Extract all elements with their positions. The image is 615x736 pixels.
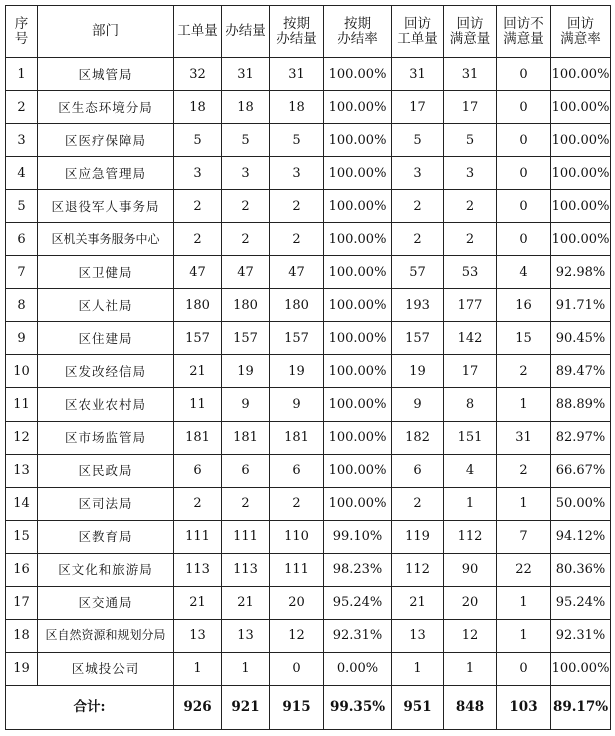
cell-rv-unsat: 1	[497, 619, 551, 652]
total-orders: 926	[174, 686, 222, 730]
cell-dept: 区医疗保障局	[38, 124, 174, 157]
cell-rv-rate: 100.00%	[551, 91, 611, 124]
cell-dept: 区文化和旅游局	[38, 553, 174, 586]
cell-ontime: 157	[270, 322, 324, 355]
cell-done: 180	[222, 289, 270, 322]
cell-rv-unsat: 31	[497, 421, 551, 454]
cell-rv-orders: 5	[392, 124, 444, 157]
table-row	[6, 454, 611, 487]
cell-dept: 区退役军人事务局	[38, 190, 174, 223]
total-ontime: 915	[270, 686, 324, 730]
header-rv-unsat-line1: 回访不	[503, 15, 544, 32]
cell-rv-rate: 90.45%	[551, 322, 611, 355]
cell-rv-rate: 94.12%	[551, 520, 611, 553]
cell-done: 47	[222, 256, 270, 289]
cell-seq: 10	[6, 355, 38, 388]
cell-done: 157	[222, 322, 270, 355]
total-rv-sat: 848	[444, 686, 497, 730]
cell-rv-rate: 95.24%	[551, 586, 611, 619]
cell-seq: 4	[6, 157, 38, 190]
cell-orders: 2	[174, 487, 222, 520]
header-row	[6, 6, 611, 58]
table-header	[6, 6, 611, 58]
table-row	[6, 388, 611, 421]
table-row	[6, 652, 611, 685]
cell-rv-unsat: 0	[497, 124, 551, 157]
cell-seq: 19	[6, 652, 38, 685]
cell-ontime-rate: 100.00%	[324, 190, 392, 223]
cell-ontime: 47	[270, 256, 324, 289]
total-ontime-rate: 99.35%	[324, 686, 392, 730]
header-orders: 工单量	[174, 6, 222, 58]
header-seq-line1: 序	[14, 15, 29, 32]
cell-ontime-rate: 100.00%	[324, 454, 392, 487]
cell-orders: 5	[174, 124, 222, 157]
cell-rv-sat: 142	[444, 322, 497, 355]
cell-rv-sat: 1	[444, 487, 497, 520]
cell-ontime-rate: 100.00%	[324, 421, 392, 454]
cell-dept: 区交通局	[38, 586, 174, 619]
cell-rv-orders: 112	[392, 553, 444, 586]
cell-seq: 8	[6, 289, 38, 322]
cell-rv-rate: 100.00%	[551, 58, 611, 91]
cell-seq: 5	[6, 190, 38, 223]
cell-orders: 111	[174, 520, 222, 553]
cell-done: 6	[222, 454, 270, 487]
cell-rv-rate: 100.00%	[551, 157, 611, 190]
cell-ontime: 2	[270, 223, 324, 256]
cell-rv-rate: 100.00%	[551, 124, 611, 157]
cell-rv-sat: 12	[444, 619, 497, 652]
cell-done: 18	[222, 91, 270, 124]
cell-rv-sat: 4	[444, 454, 497, 487]
cell-rv-sat: 1	[444, 652, 497, 685]
cell-rv-rate: 66.67%	[551, 454, 611, 487]
cell-rv-unsat: 22	[497, 553, 551, 586]
cell-rv-sat: 2	[444, 190, 497, 223]
cell-seq: 12	[6, 421, 38, 454]
cell-done: 111	[222, 520, 270, 553]
cell-rv-unsat: 16	[497, 289, 551, 322]
table-row	[6, 91, 611, 124]
header-done: 办结量	[222, 6, 270, 58]
cell-ontime: 3	[270, 157, 324, 190]
cell-dept: 区发改经信局	[38, 355, 174, 388]
cell-ontime-rate: 95.24%	[324, 586, 392, 619]
cell-rv-rate: 100.00%	[551, 190, 611, 223]
cell-orders: 3	[174, 157, 222, 190]
cell-dept: 区卫健局	[38, 256, 174, 289]
cell-rv-orders: 2	[392, 190, 444, 223]
cell-rv-rate: 80.36%	[551, 553, 611, 586]
cell-rv-rate: 92.98%	[551, 256, 611, 289]
cell-rv-unsat: 2	[497, 355, 551, 388]
cell-seq: 9	[6, 322, 38, 355]
cell-ontime: 18	[270, 91, 324, 124]
cell-rv-rate: 50.00%	[551, 487, 611, 520]
cell-rv-orders: 21	[392, 586, 444, 619]
total-rv-unsat: 103	[497, 686, 551, 730]
cell-seq: 18	[6, 619, 38, 652]
header-seq	[6, 6, 38, 58]
total-rv-rate: 89.17%	[551, 686, 611, 730]
cell-rv-orders: 119	[392, 520, 444, 553]
cell-orders: 13	[174, 619, 222, 652]
cell-rv-unsat: 0	[497, 58, 551, 91]
cell-ontime: 2	[270, 487, 324, 520]
cell-seq: 2	[6, 91, 38, 124]
cell-seq: 6	[6, 223, 38, 256]
cell-rv-sat: 8	[444, 388, 497, 421]
cell-orders: 181	[174, 421, 222, 454]
cell-rv-orders: 6	[392, 454, 444, 487]
header-ontime-line1: 按期	[283, 15, 310, 32]
cell-seq: 17	[6, 586, 38, 619]
cell-done: 181	[222, 421, 270, 454]
cell-rv-sat: 3	[444, 157, 497, 190]
table-row	[6, 157, 611, 190]
cell-orders: 113	[174, 553, 222, 586]
cell-rv-rate: 100.00%	[551, 223, 611, 256]
cell-ontime: 111	[270, 553, 324, 586]
cell-orders: 21	[174, 586, 222, 619]
header-ontime-rate	[324, 6, 392, 58]
cell-dept: 区城投公司	[38, 652, 174, 685]
cell-rv-rate: 92.31%	[551, 619, 611, 652]
cell-ontime: 5	[270, 124, 324, 157]
cell-seq: 11	[6, 388, 38, 421]
cell-seq: 16	[6, 553, 38, 586]
cell-ontime-rate: 100.00%	[324, 289, 392, 322]
cell-dept: 区应急管理局	[38, 157, 174, 190]
cell-ontime: 19	[270, 355, 324, 388]
cell-dept: 区教育局	[38, 520, 174, 553]
cell-rv-orders: 2	[392, 223, 444, 256]
cell-done: 9	[222, 388, 270, 421]
cell-rv-sat: 17	[444, 91, 497, 124]
header-ontime	[270, 6, 324, 58]
cell-done: 13	[222, 619, 270, 652]
cell-rv-sat: 177	[444, 289, 497, 322]
cell-ontime: 12	[270, 619, 324, 652]
cell-rv-unsat: 0	[497, 190, 551, 223]
cell-ontime-rate: 100.00%	[324, 223, 392, 256]
table-row	[6, 58, 611, 91]
cell-ontime: 180	[270, 289, 324, 322]
cell-ontime: 6	[270, 454, 324, 487]
header-rv-orders-line2: 工单量	[397, 30, 438, 47]
cell-rv-orders: 57	[392, 256, 444, 289]
cell-ontime-rate: 100.00%	[324, 322, 392, 355]
cell-rv-sat: 53	[444, 256, 497, 289]
table-footer	[6, 686, 611, 730]
cell-ontime-rate: 100.00%	[324, 124, 392, 157]
cell-ontime-rate: 100.00%	[324, 91, 392, 124]
table-row	[6, 124, 611, 157]
cell-ontime-rate: 100.00%	[324, 487, 392, 520]
table-row	[6, 256, 611, 289]
cell-rv-unsat: 1	[497, 487, 551, 520]
cell-ontime-rate: 99.10%	[324, 520, 392, 553]
cell-rv-orders: 182	[392, 421, 444, 454]
cell-rv-orders: 2	[392, 487, 444, 520]
cell-rv-rate: 88.89%	[551, 388, 611, 421]
cell-ontime-rate: 100.00%	[324, 157, 392, 190]
cell-dept: 区司法局	[38, 487, 174, 520]
cell-dept: 区民政局	[38, 454, 174, 487]
cell-rv-unsat: 15	[497, 322, 551, 355]
cell-ontime-rate: 100.00%	[324, 388, 392, 421]
total-done: 921	[222, 686, 270, 730]
cell-rv-unsat: 4	[497, 256, 551, 289]
total-label: 合计:	[6, 686, 174, 730]
cell-dept: 区机关事务服务中心	[38, 223, 174, 256]
cell-rv-rate: 89.47%	[551, 355, 611, 388]
cell-rv-orders: 31	[392, 58, 444, 91]
cell-orders: 18	[174, 91, 222, 124]
cell-done: 5	[222, 124, 270, 157]
table-body	[6, 58, 611, 686]
cell-rv-sat: 2	[444, 223, 497, 256]
cell-dept: 区住建局	[38, 322, 174, 355]
work-order-statistics-table	[5, 5, 611, 730]
cell-ontime-rate: 100.00%	[324, 58, 392, 91]
cell-rv-rate: 82.97%	[551, 421, 611, 454]
table-row	[6, 355, 611, 388]
cell-dept: 区生态环境分局	[38, 91, 174, 124]
header-ontime-rate-line1: 按期	[344, 15, 371, 32]
cell-orders: 157	[174, 322, 222, 355]
cell-seq: 13	[6, 454, 38, 487]
cell-orders: 180	[174, 289, 222, 322]
header-rv-unsat	[497, 6, 551, 58]
cell-done: 2	[222, 487, 270, 520]
cell-seq: 15	[6, 520, 38, 553]
table-row	[6, 421, 611, 454]
cell-done: 21	[222, 586, 270, 619]
cell-ontime-rate: 92.31%	[324, 619, 392, 652]
cell-dept: 区市场监管局	[38, 421, 174, 454]
cell-rv-orders: 9	[392, 388, 444, 421]
cell-orders: 2	[174, 223, 222, 256]
table-row	[6, 520, 611, 553]
cell-rv-sat: 112	[444, 520, 497, 553]
cell-seq: 1	[6, 58, 38, 91]
header-ontime-line2: 办结量	[276, 30, 317, 47]
cell-seq: 3	[6, 124, 38, 157]
cell-done: 31	[222, 58, 270, 91]
table-row	[6, 322, 611, 355]
cell-ontime-rate: 0.00%	[324, 652, 392, 685]
header-rv-sat-line2: 满意量	[449, 30, 491, 47]
table-row	[6, 289, 611, 322]
cell-rv-orders: 1	[392, 652, 444, 685]
cell-rv-orders: 3	[392, 157, 444, 190]
header-rv-rate-line1: 回访	[567, 15, 594, 32]
cell-orders: 47	[174, 256, 222, 289]
cell-orders: 21	[174, 355, 222, 388]
cell-rv-rate: 100.00%	[551, 652, 611, 685]
table-row	[6, 190, 611, 223]
cell-orders: 2	[174, 190, 222, 223]
table-row	[6, 586, 611, 619]
cell-orders: 6	[174, 454, 222, 487]
cell-rv-unsat: 0	[497, 223, 551, 256]
cell-done: 1	[222, 652, 270, 685]
cell-orders: 32	[174, 58, 222, 91]
header-rv-unsat-line2: 满意量	[503, 30, 544, 47]
cell-done: 19	[222, 355, 270, 388]
cell-rv-sat: 31	[444, 58, 497, 91]
header-ontime-rate-line2: 办结率	[337, 30, 378, 47]
header-rv-sat	[444, 6, 497, 58]
cell-ontime: 110	[270, 520, 324, 553]
header-rv-orders-line1: 回访	[404, 15, 431, 32]
table-row	[6, 487, 611, 520]
cell-ontime-rate: 98.23%	[324, 553, 392, 586]
cell-ontime: 0	[270, 652, 324, 685]
cell-rv-orders: 13	[392, 619, 444, 652]
header-rv-rate-line2: 满意率	[560, 30, 601, 47]
header-rv-sat-line1: 回访	[456, 15, 484, 32]
cell-dept: 区自然资源和规划分局	[38, 619, 174, 652]
cell-rv-orders: 157	[392, 322, 444, 355]
cell-rv-sat: 5	[444, 124, 497, 157]
cell-done: 3	[222, 157, 270, 190]
cell-rv-unsat: 0	[497, 91, 551, 124]
header-rv-rate	[551, 6, 611, 58]
cell-rv-sat: 90	[444, 553, 497, 586]
table-row	[6, 553, 611, 586]
cell-dept: 区城管局	[38, 58, 174, 91]
header-rv-orders	[392, 6, 444, 58]
cell-rv-orders: 19	[392, 355, 444, 388]
cell-rv-orders: 17	[392, 91, 444, 124]
cell-done: 2	[222, 190, 270, 223]
cell-ontime-rate: 100.00%	[324, 256, 392, 289]
cell-rv-unsat: 2	[497, 454, 551, 487]
cell-rv-sat: 20	[444, 586, 497, 619]
cell-rv-unsat: 7	[497, 520, 551, 553]
cell-rv-unsat: 0	[497, 652, 551, 685]
cell-rv-unsat: 1	[497, 388, 551, 421]
total-row	[6, 686, 611, 730]
cell-ontime: 20	[270, 586, 324, 619]
cell-orders: 11	[174, 388, 222, 421]
cell-dept: 区农业农村局	[38, 388, 174, 421]
cell-ontime: 31	[270, 58, 324, 91]
header-seq-line2: 号	[14, 30, 29, 47]
cell-rv-unsat: 1	[497, 586, 551, 619]
cell-rv-sat: 17	[444, 355, 497, 388]
total-rv-orders: 951	[392, 686, 444, 730]
cell-ontime-rate: 100.00%	[324, 355, 392, 388]
cell-done: 113	[222, 553, 270, 586]
cell-orders: 1	[174, 652, 222, 685]
header-dept: 部门	[38, 6, 174, 58]
cell-seq: 7	[6, 256, 38, 289]
table-row	[6, 223, 611, 256]
cell-rv-unsat: 0	[497, 157, 551, 190]
cell-ontime: 181	[270, 421, 324, 454]
cell-ontime: 2	[270, 190, 324, 223]
cell-rv-orders: 193	[392, 289, 444, 322]
cell-done: 2	[222, 223, 270, 256]
cell-seq: 14	[6, 487, 38, 520]
cell-dept: 区人社局	[38, 289, 174, 322]
cell-ontime: 9	[270, 388, 324, 421]
cell-rv-rate: 91.71%	[551, 289, 611, 322]
cell-rv-sat: 151	[444, 421, 497, 454]
table-row	[6, 619, 611, 652]
